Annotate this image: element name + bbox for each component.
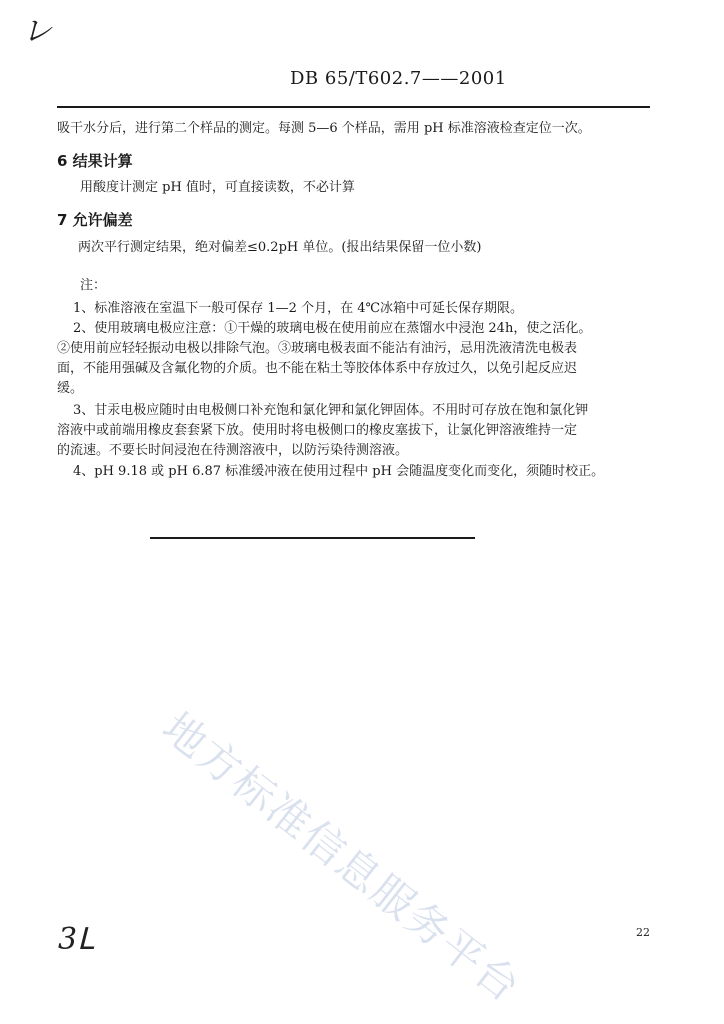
note-line: 2、使用玻璃电极应注意：①干燥的玻璃电极在使用前应在蒸馏水中浸泡 24h，使之活化。 — [73, 321, 592, 336]
section-7-body: 两次平行测定结果，绝对偏差≤0.2pH 单位。(报出结果保留一位小数) — [78, 240, 482, 255]
watermark-text: 地方标准信息服务平台 — [153, 702, 531, 1013]
note-line: 面，不能用强碱及含氟化物的介质。也不能在粘土等胶体体系中存放过久，以免引起反应迟 — [57, 361, 578, 376]
note-line: 1、标准溶液在室温下一般可保存 1—2 个月，在 4℃冰箱中可延长保存期限。 — [73, 301, 524, 316]
handwritten-mark-bottom: 3ᒪ — [58, 922, 94, 957]
section-6-body: 用酸度计测定 pH 值时，可直接读数，不必计算 — [80, 180, 355, 195]
note-line: ②使用前应轻轻振动电极以排除气泡。③玻璃电极表面不能沾有油污，忌用洗液清洗电极表 — [57, 341, 578, 356]
page-number: 22 — [636, 926, 650, 939]
note-line: 4、pH 9.18 或 pH 6.87 标准缓冲液在使用过程中 pH 会随温度变化而变化，须随时校正。 — [73, 464, 605, 479]
section-6-heading: 6 结果计算 — [57, 152, 133, 170]
note-line: 3、甘汞电极应随时由电极侧口补充饱和氯化钾和氯化钾固体。不用时可存放在饱和氯化钾 — [73, 403, 589, 418]
section-7-heading: 7 允许偏差 — [57, 211, 133, 229]
note-line: 的流速。不要长时间浸泡在待测溶液中，以防污染待测溶液。 — [57, 443, 409, 458]
note-line: 缓。 — [57, 381, 84, 396]
notes-label: 注： — [80, 278, 107, 293]
note-line: 溶液中或前端用橡皮套套紧下放。使用时将电极侧口的橡皮塞拔下，让氯化钾溶液维持一定 — [57, 423, 578, 438]
handwritten-mark-corner: レ — [22, 14, 52, 49]
standard-code-header: DB 65/T602.7——2001 — [290, 68, 507, 89]
end-of-text-rule — [150, 537, 475, 539]
continuation-paragraph: 吸干水分后，进行第二个样品的测定。每测 5—6 个样品，需用 pH 标准溶液检查定位一次。 — [57, 121, 591, 136]
header-divider — [57, 106, 650, 108]
